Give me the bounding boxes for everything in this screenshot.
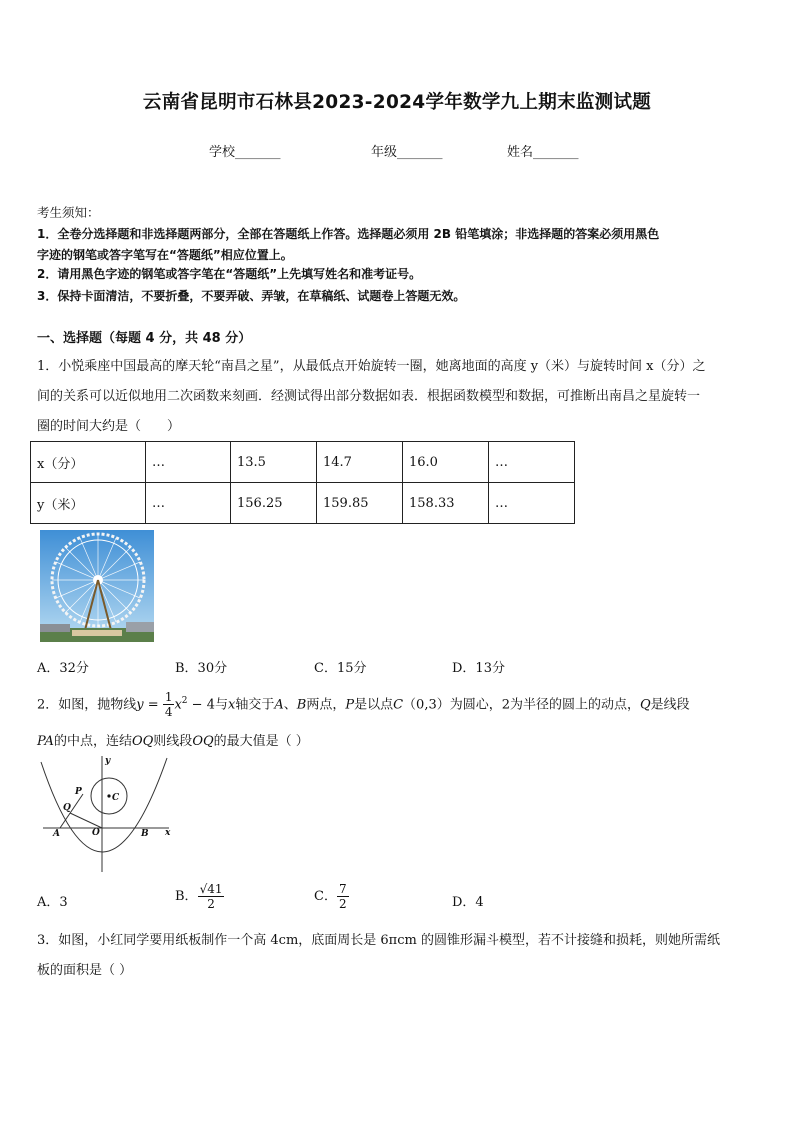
label-o: O bbox=[92, 828, 100, 838]
ferris-wheel-photo bbox=[40, 530, 154, 642]
q2-text: 与 bbox=[214, 697, 228, 713]
label-p: P bbox=[75, 787, 82, 797]
point-c: C bbox=[393, 697, 404, 713]
table-cell: … bbox=[489, 483, 575, 524]
q2-option-b bbox=[175, 880, 224, 914]
q1-option-d: D．13分 bbox=[452, 661, 505, 676]
label-b: B bbox=[141, 829, 149, 839]
q1-text-line3: 圈的时间大约是（ ） bbox=[37, 419, 181, 434]
q2-text: 则线段 bbox=[153, 734, 193, 749]
grade-field: 年级_______ bbox=[371, 145, 443, 160]
notice-item-2: 2．请用黑色字迹的钢笔或答字笔在“答题纸”上先填写姓名和准考证号。 bbox=[37, 267, 422, 281]
table-row bbox=[31, 483, 575, 524]
notice-heading: 考生须知： bbox=[37, 205, 100, 220]
var-y: y bbox=[136, 697, 144, 713]
var-x: x bbox=[174, 697, 182, 713]
segment-pa: PA bbox=[37, 734, 54, 749]
fraction-numerator: 7 bbox=[338, 882, 347, 896]
var-x-axis: x bbox=[227, 697, 236, 713]
fraction-denominator: 2 bbox=[207, 897, 215, 911]
label-q: Q bbox=[63, 803, 71, 813]
q2-text: 的中点，连结 bbox=[53, 734, 132, 749]
table-cell: 16.0 bbox=[403, 442, 489, 483]
label-a: A bbox=[53, 829, 60, 839]
table-cell: 156.25 bbox=[231, 483, 317, 524]
minus-four: − 4 bbox=[187, 697, 215, 713]
table-cell: 159.85 bbox=[317, 483, 403, 524]
point-b: B bbox=[296, 697, 307, 713]
q2-text-line1 bbox=[37, 684, 690, 722]
segment-oq: OQ bbox=[131, 734, 154, 749]
q2-text: 的最大值是（ ） bbox=[213, 734, 309, 749]
q2-text: 是以点 bbox=[354, 697, 394, 713]
equals-sign: = bbox=[143, 697, 163, 713]
q1-option-c: C．15分 bbox=[314, 661, 367, 676]
fraction-one-quarter bbox=[163, 690, 175, 719]
page-title: 云南省昆明市石林县2023-2024学年数学九上期末监测试题 bbox=[142, 92, 652, 113]
q1-data-table bbox=[30, 441, 575, 524]
q2-option-a: A．3 bbox=[37, 895, 68, 910]
q2-option-c bbox=[314, 880, 349, 914]
segment-oq-line bbox=[70, 813, 102, 828]
label-c: C bbox=[112, 793, 120, 803]
notice-item-3: 3．保持卡面清洁，不要折叠，不要弄破、弄皱，在草稿纸、试题卷上答题无效。 bbox=[37, 289, 466, 303]
fraction-numerator: √41 bbox=[199, 882, 223, 896]
fraction-denominator: 4 bbox=[164, 705, 173, 720]
q2-text-line2 bbox=[37, 730, 309, 749]
q2-text: 是线段 bbox=[650, 697, 690, 713]
q2-text: （0,3）为圆心，2为半径的圆上的动点， bbox=[403, 697, 640, 713]
segment-oq: OQ bbox=[192, 734, 214, 749]
fraction-numerator: 1 bbox=[164, 690, 173, 705]
option-c-label: C． bbox=[314, 889, 337, 904]
q1-option-b: B．30分 bbox=[175, 661, 228, 676]
section-heading: 一、选择题（每题 4 分，共 48 分） bbox=[37, 331, 252, 346]
fraction-sqrt41-over-2 bbox=[198, 882, 225, 911]
center-dot bbox=[107, 794, 110, 797]
point-q: Q bbox=[640, 697, 651, 713]
table-cell: 13.5 bbox=[231, 442, 317, 483]
fraction-7-over-2 bbox=[337, 882, 349, 911]
label-y: y bbox=[105, 756, 111, 766]
table-row bbox=[31, 442, 575, 483]
table-cell: 158.33 bbox=[403, 483, 489, 524]
notice-item-1-cont: 字迹的钢笔或答字笔写在“答题纸”相应位置上。 bbox=[37, 248, 293, 262]
point-p: P bbox=[345, 697, 355, 713]
table-cell: … bbox=[489, 442, 575, 483]
table-cell: x（分） bbox=[31, 442, 146, 483]
label-x: x bbox=[165, 828, 171, 838]
notice-item-1: 1．全卷分选择题和非选择题两部分，全部在答题纸上作答。选择题必须用 2B 铅笔填涂；非选择题的答案必须用黑色 bbox=[37, 227, 660, 241]
q2-text: 轴交于 bbox=[235, 697, 275, 713]
parabola-circle-figure bbox=[35, 754, 175, 876]
q2-option-d: D．4 bbox=[452, 895, 484, 910]
name-field: 姓名_______ bbox=[507, 145, 579, 160]
point-a: A bbox=[274, 697, 284, 713]
table-cell: y（米） bbox=[31, 483, 146, 524]
q3-text-line2: 板的面积是（ ） bbox=[37, 963, 133, 978]
table-cell: 14.7 bbox=[317, 442, 403, 483]
option-b-label: B． bbox=[175, 889, 198, 904]
q2-text: 、 bbox=[283, 697, 297, 713]
q1-option-a: A．32分 bbox=[37, 661, 89, 676]
school-field: 学校_______ bbox=[209, 145, 281, 160]
fraction-denominator: 2 bbox=[338, 897, 347, 911]
q2-text: 两点， bbox=[306, 697, 346, 713]
table-cell: … bbox=[146, 442, 231, 483]
q1-text-line2: 间的关系可以近似地用二次函数来刻画．经测试得出部分数据如表．根据函数模型和数据，可推断出南昌之星旋转一 bbox=[37, 389, 701, 404]
table-cell: … bbox=[146, 483, 231, 524]
q1-text-line1: 1．小悦乘座中国最高的摩天轮“南昌之星”，从最低点开始旋转一圈，她离地面的高度 y（米）与旋转时间 x（分）之 bbox=[37, 359, 706, 374]
q2-prefix: 2．如图，抛物线 bbox=[37, 697, 137, 713]
exponent: 2 bbox=[181, 696, 188, 706]
q3-text-line1: 3．如图，小红同学要用纸板制作一个高 4cm，底面周长是 6πcm 的圆锥形漏斗模型，若不计接缝和损耗，则她所需纸 bbox=[37, 933, 720, 948]
